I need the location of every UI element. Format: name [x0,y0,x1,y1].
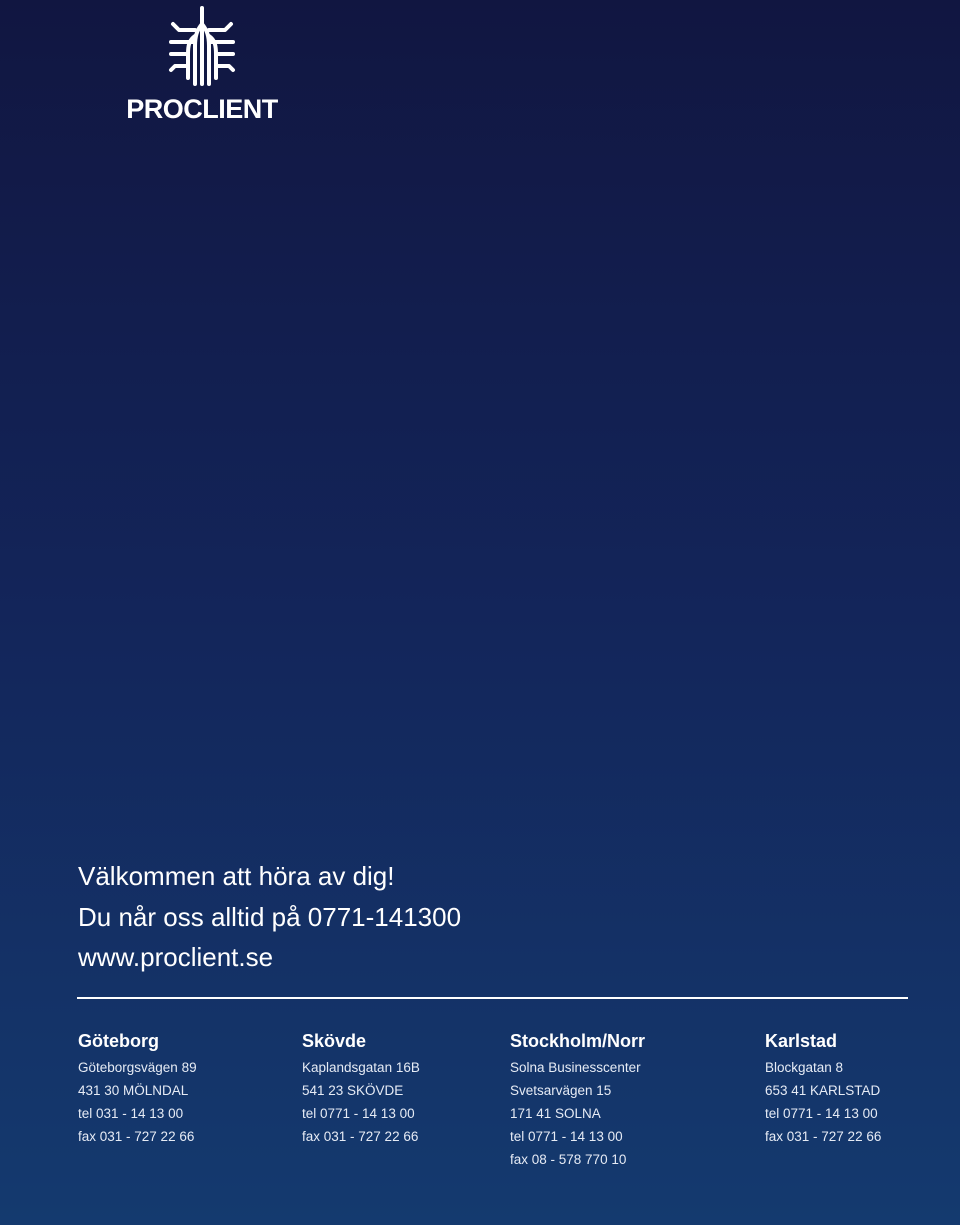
office-city: Stockholm/Norr [510,1031,646,1051]
office-fax: fax 031 - 727 22 66 [78,1129,195,1144]
office-postal: 431 30 MÖLNDAL [78,1083,189,1098]
office-city: Skövde [302,1031,367,1051]
office-postal: 541 23 SKÖVDE [302,1083,404,1098]
office-skovde [302,1030,420,1148]
office-goteborg [78,1030,197,1148]
office-street: Svetsarvägen 15 [510,1083,612,1098]
office-fax: fax 031 - 727 22 66 [302,1129,419,1144]
office-stockholm-norr [510,1030,645,1171]
office-karlstad [765,1030,881,1148]
office-postal: 653 41 KARLSTAD [765,1083,881,1098]
office-city: Göteborg [78,1031,159,1051]
proclient-tree-icon [167,6,237,88]
office-phone: tel 0771 - 14 13 00 [302,1106,415,1121]
proclient-logo [118,6,286,124]
office-phone: tel 0771 - 14 13 00 [765,1106,878,1121]
welcome-heading: Välkommen att höra av dig! [78,861,395,891]
office-city: Karlstad [765,1031,838,1051]
office-building: Solna Businesscenter [510,1060,641,1075]
welcome-phone: Du når oss alltid på 0771-141300 [78,901,462,932]
office-fax: fax 08 - 578 770 10 [510,1152,627,1167]
office-phone: tel 0771 - 14 13 00 [510,1129,623,1144]
office-street: Göteborgsvägen 89 [78,1060,197,1075]
office-street: Blockgatan 8 [765,1060,844,1075]
welcome-block [78,856,461,978]
divider [77,997,908,999]
office-postal: 171 41 SOLNA [510,1106,601,1121]
office-phone: tel 031 - 14 13 00 [78,1106,184,1121]
website-link[interactable]: www.proclient.se [78,942,274,972]
office-street: Kaplandsgatan 16B [302,1060,420,1075]
office-fax: fax 031 - 727 22 66 [765,1129,882,1144]
brand-name: PROCLIENT [126,94,278,124]
